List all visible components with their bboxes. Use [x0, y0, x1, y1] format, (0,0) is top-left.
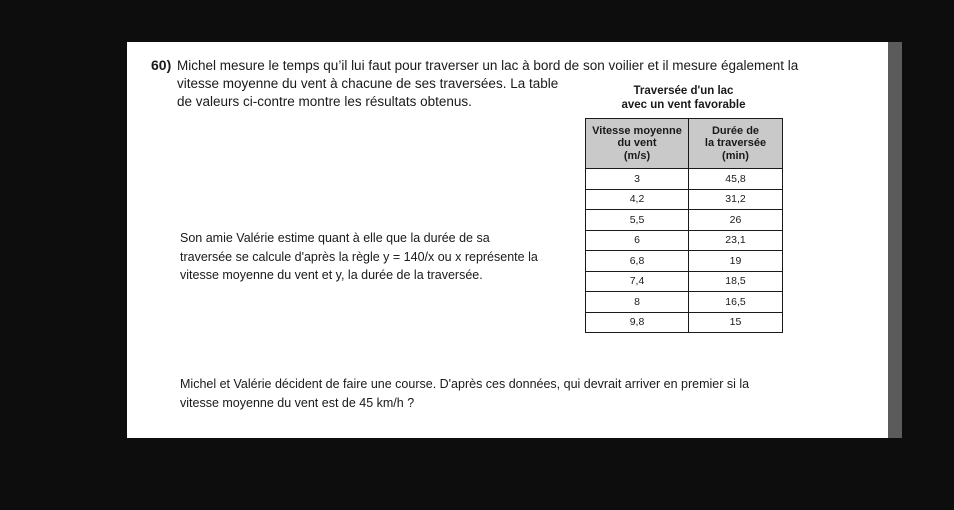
- speed-cell: 4,2: [586, 189, 689, 210]
- duration-cell: 26: [689, 210, 783, 231]
- final-question: [180, 375, 749, 413]
- duration-cell: 31,2: [689, 189, 783, 210]
- valerie-line: vitesse moyenne du vent et y, la durée de la traversée.: [180, 268, 483, 282]
- table-title-line: Traversée d'un lac: [633, 85, 734, 97]
- question-line: de valeurs ci-contre montre les résultats obtenus.: [177, 94, 472, 109]
- valerie-line: Son amie Valérie estime quant à elle que la durée de sa: [180, 231, 490, 245]
- speed-cell: 6: [586, 230, 689, 251]
- speed-cell: 8: [586, 292, 689, 313]
- table-row: [586, 251, 783, 272]
- speed-cell: 7,4: [586, 271, 689, 292]
- duration-cell: 16,5: [689, 292, 783, 313]
- valerie-line: traversée se calcule d'après la règle y = 140/x ou x représente la: [180, 249, 538, 264]
- speed-cell: 6,8: [586, 251, 689, 272]
- valerie-paragraph: [180, 229, 538, 285]
- table-row: [586, 271, 783, 292]
- table-row: [586, 230, 783, 251]
- header-text: Vitesse moyenne: [592, 124, 682, 137]
- duration-cell: 23,1: [689, 230, 783, 251]
- table-row: [586, 210, 783, 231]
- scrollbar-track: [888, 42, 902, 438]
- table-row: [586, 189, 783, 210]
- final-line: Michel et Valérie décident de faire une course. D'après ces données, qui devrait arriver en premier si la: [180, 377, 750, 391]
- question-line: Michel mesure le temps qu’il lui faut pour traverser un lac à bord de son voilier et il mesure également la: [177, 58, 799, 73]
- header-text: Durée de: [711, 124, 760, 137]
- table-title: [585, 84, 782, 112]
- duration-cell: 45,8: [689, 169, 783, 190]
- duration-cell: 19: [689, 251, 783, 272]
- data-table: [585, 118, 783, 333]
- header-text: (m/s): [623, 149, 651, 162]
- duration-cell: 18,5: [689, 271, 783, 292]
- header-text: du vent: [617, 137, 657, 150]
- table-row: [586, 169, 783, 190]
- table-row: [586, 292, 783, 313]
- duration-cell: 15: [689, 312, 783, 333]
- document-page: [127, 42, 888, 438]
- speed-cell: 5,5: [586, 210, 689, 231]
- header-text: la traversée: [704, 137, 767, 150]
- speed-cell: 9,8: [586, 312, 689, 333]
- final-line: vitesse moyenne du vent est de 45 km/h ?: [180, 396, 415, 410]
- header-wind-speed: [586, 119, 689, 169]
- question-line: vitesse moyenne du vent à chacune de ses traversées. La table: [177, 76, 559, 91]
- table-title-line: avec un vent favorable: [621, 99, 746, 111]
- table-row: [586, 312, 783, 333]
- header-text: (min): [722, 149, 749, 162]
- table-header-row: [586, 119, 783, 169]
- speed-cell: 3: [586, 169, 689, 190]
- question-number: 60): [151, 57, 172, 73]
- header-duration: [689, 119, 783, 169]
